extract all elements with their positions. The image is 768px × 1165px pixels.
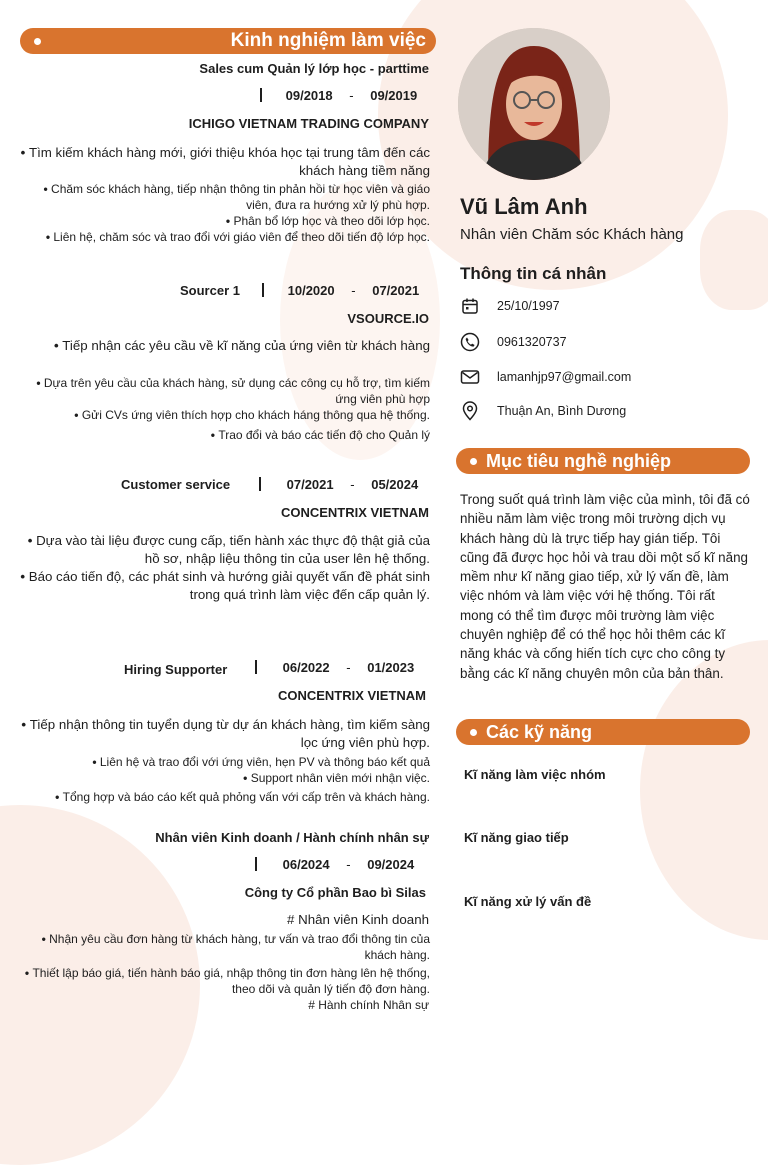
job-start: 06/2022 bbox=[282, 660, 330, 675]
job-start: 10/2020 bbox=[287, 283, 335, 298]
list-item: • Trao đổi và báo các tiến độ cho Quản lý bbox=[210, 428, 430, 442]
address-row bbox=[460, 401, 626, 421]
job-company: VSOURCE.IO bbox=[347, 311, 429, 326]
job-role: Sourcer 1 bbox=[180, 283, 240, 298]
experience-header bbox=[20, 28, 436, 54]
personal-info-heading: Thông tin cá nhân bbox=[460, 264, 607, 283]
job-company: ICHIGO VIETNAM TRADING COMPANY bbox=[188, 116, 429, 131]
location-pin-icon bbox=[460, 401, 480, 421]
job-end: 01/2023 bbox=[367, 660, 415, 675]
date-separator bbox=[255, 857, 257, 871]
mail-icon bbox=[460, 367, 480, 387]
phone-value: 0961320737 bbox=[497, 335, 567, 349]
skill-item: Kĩ năng xử lý vấn đề bbox=[464, 894, 592, 909]
objective-header bbox=[456, 448, 750, 474]
job-start: 07/2021 bbox=[286, 477, 334, 492]
job-start: 09/2018 bbox=[285, 88, 333, 103]
skills-heading: Các kỹ năng bbox=[486, 721, 593, 742]
list-item: • Báo cáo tiến độ, các phát sinh và hướng giải quyết vấn đề phát sinh trong quá trình làm việc đến cấp quản lý. bbox=[20, 569, 430, 602]
header-dot bbox=[470, 729, 477, 736]
email-row bbox=[460, 367, 631, 387]
date-separator bbox=[259, 477, 261, 491]
job-dates: 06/2024 - 09/2024 bbox=[255, 857, 414, 872]
job-bullets bbox=[20, 931, 430, 997]
list-item: • Gửi CVs ứng viên thích hợp cho khách háng thông qua hệ thống. bbox=[74, 408, 430, 422]
job-company: CONCENTRIX VIETNAM bbox=[280, 505, 429, 520]
list-item: • Support nhân viên mới nhận việc. bbox=[243, 771, 430, 785]
birthday-row bbox=[460, 296, 560, 316]
phone-icon bbox=[460, 332, 480, 352]
calendar-icon bbox=[460, 296, 480, 316]
list-item: • Dựa trên yêu cầu của khách hàng, sử dụng các công cụ hỗ trợ, tìm kiếm ứng viên phù hợp bbox=[36, 376, 430, 406]
email-value: lamanhjp97@gmail.com bbox=[497, 370, 632, 384]
job-role: Nhân viên Kinh doanh / Hành chính nhân sự bbox=[155, 830, 429, 845]
address-value: Thuận An, Bình Dương bbox=[497, 404, 627, 418]
job-end: 09/2024 bbox=[367, 857, 415, 872]
job-end: 07/2021 bbox=[372, 283, 420, 298]
list-item: • Liên hệ và trao đổi với ứng viên, hẹn PV và thông báo kết quả bbox=[92, 755, 430, 769]
job-bullets bbox=[20, 144, 430, 180]
background-blob bbox=[640, 640, 768, 940]
header-dot bbox=[470, 458, 477, 465]
job-start: 06/2024 bbox=[282, 857, 330, 872]
list-item: • Nhận yêu cầu đơn hàng từ khách hàng, tư vấn và trao đổi thông tin của khách hàng. bbox=[41, 932, 430, 962]
list-item: • Dựa vào tài liệu được cung cấp, tiến hành xác thực độ thật giả của hồ sơ, nhập liệu thông tin của user lên hệ thống. bbox=[27, 533, 430, 566]
profile-job-title: Nhân viên Chăm sóc Khách hàng bbox=[460, 226, 684, 243]
job-company: Công ty Cổ phần Bao bì Silas bbox=[244, 885, 426, 900]
job-end: 09/2019 bbox=[370, 88, 418, 103]
job-role: Hiring Supporter bbox=[124, 662, 228, 677]
list-item: • Tìm kiếm khách hàng mới, giới thiệu khóa học tại trung tâm đến các khách hàng tiềm năng bbox=[20, 145, 430, 178]
experience-heading: Kinh nghiệm làm việc bbox=[230, 30, 426, 51]
skills-header bbox=[456, 719, 750, 745]
job-dates: 06/2022 - 01/2023 bbox=[255, 660, 414, 675]
list-item: • Chăm sóc khách hàng, tiếp nhận thông tin phản hồi từ học viên và giáo viên, đưa ra hướng xử lý phù hợp. bbox=[43, 182, 430, 212]
objective-text: Trong suốt quá trình làm việc của mình, tôi đã có nhiều năm làm việc trong môi trường dịch vụ khách hàng dù là trực tiếp hay gián tiếp. Tôi cũng đã được học hỏi và trau dồi một số kĩ năng mềm như kĩ năng giao tiếp, xử lý vấn đề, làm việc nhóm và làm việc với hệ thống. Tôi rất mong có thể tìm được môi trường làm việc chuyên nghiệp để có thể học hỏi thêm các kĩ năng khác và cống hiến tích cực cho công ty bằng các kĩ năng chuyên môn của bản thân. bbox=[460, 492, 750, 681]
job-role: Sales cum Quản lý lớp học - parttime bbox=[199, 61, 429, 76]
job-subheading: # Hành chính Nhân sự bbox=[308, 998, 429, 1012]
list-item: • Tiếp nhận các yêu cầu về kĩ năng của ứng viên từ khách hàng bbox=[53, 338, 430, 353]
objective-heading: Mục tiêu nghề nghiệp bbox=[486, 450, 671, 471]
job-bullets bbox=[20, 532, 430, 604]
job-end: 05/2024 bbox=[371, 477, 419, 492]
profile-photo bbox=[458, 28, 610, 180]
job-dates: 07/2021 - 05/2024 bbox=[259, 477, 418, 492]
job-bullets bbox=[20, 375, 430, 443]
job-dates: 10/2020 - 07/2021 bbox=[262, 283, 419, 298]
background-blob bbox=[700, 210, 768, 310]
list-item: • Tiếp nhận thông tin tuyển dụng từ dự án khách hàng, tìm kiếm sàng lọc ứng viên phù hợp. bbox=[21, 717, 430, 750]
list-item: • Phân bổ lớp học và theo dõi lớp học. bbox=[225, 214, 430, 228]
profile-name: Vũ Lâm Anh bbox=[460, 194, 588, 219]
birthday-value: 25/10/1997 bbox=[497, 299, 560, 313]
job-dates: 09/2018 - 09/2019 bbox=[260, 88, 417, 103]
list-item: • Thiết lập báo giá, tiến hành báo giá, nhập thông tin đơn hàng lên hệ thống, theo dõi và quản lý tiến độ đơn hàng. bbox=[24, 966, 430, 996]
skill-item: Kĩ năng giao tiếp bbox=[464, 830, 569, 845]
header-dot bbox=[34, 38, 41, 45]
list-item: • Tổng hợp và báo cáo kết quả phỏng vấn với cấp trên và khách hàng. bbox=[55, 790, 430, 804]
job-role: Customer service bbox=[121, 477, 231, 492]
phone-row bbox=[460, 332, 567, 352]
job-subheading: # Nhân viên Kinh doanh bbox=[287, 912, 429, 927]
date-separator bbox=[262, 283, 264, 297]
job-company: CONCENTRIX VIETNAM bbox=[277, 688, 426, 703]
list-item: • Liên hệ, chăm sóc và trao đổi với giáo viên để theo dõi tiến độ lớp học. bbox=[45, 230, 430, 244]
date-separator bbox=[260, 88, 262, 102]
job-bullets bbox=[20, 337, 430, 355]
job-bullets bbox=[20, 181, 430, 245]
job-bullets bbox=[20, 754, 430, 805]
job-bullets bbox=[20, 716, 430, 752]
date-separator bbox=[255, 660, 257, 674]
skill-item: Kĩ năng làm việc nhóm bbox=[464, 767, 606, 782]
